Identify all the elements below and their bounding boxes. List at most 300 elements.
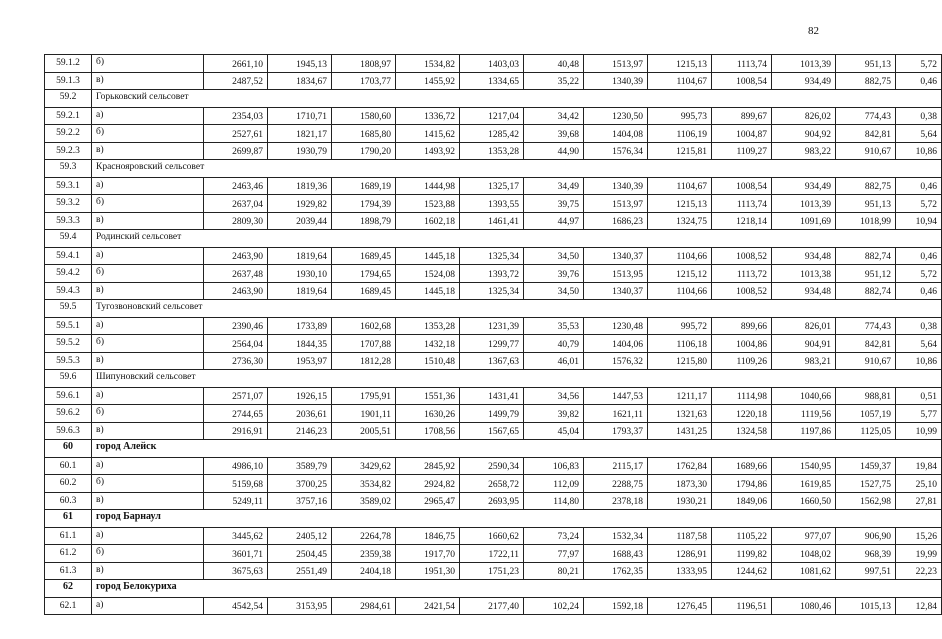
- value-cell: 842,81: [836, 125, 896, 143]
- value-cell: 0,38: [896, 317, 942, 335]
- value-cell: 40,48: [524, 55, 584, 73]
- section-row: [45, 160, 942, 178]
- value-cell: 1403,03: [460, 55, 524, 73]
- value-cell: 5,72: [896, 55, 942, 73]
- section-code: 59.6: [45, 370, 92, 388]
- value-cell: 106,83: [524, 457, 584, 475]
- value-cell: 1285,42: [460, 125, 524, 143]
- value-cell: 1733,89: [268, 317, 332, 335]
- value-cell: 2504,45: [268, 545, 332, 563]
- value-cell: 1415,62: [396, 125, 460, 143]
- value-cell: 10,99: [896, 422, 942, 440]
- value-cell: 1513,95: [584, 265, 648, 283]
- value-cell: 2590,34: [460, 457, 524, 475]
- value-cell: 1794,39: [332, 195, 396, 213]
- value-cell: 0,46: [896, 72, 942, 90]
- value-cell: 1432,18: [396, 335, 460, 353]
- value-cell: 112,09: [524, 475, 584, 493]
- row-variant: б): [92, 335, 204, 353]
- value-cell: 1325,34: [460, 247, 524, 265]
- value-cell: 1873,30: [648, 475, 712, 493]
- value-cell: 44,90: [524, 142, 584, 160]
- value-cell: 3534,82: [332, 475, 396, 493]
- table-row: [45, 352, 942, 370]
- section-code: 59.5: [45, 300, 92, 318]
- value-cell: 1532,34: [584, 527, 648, 545]
- value-cell: 1444,98: [396, 177, 460, 195]
- value-cell: 0,46: [896, 177, 942, 195]
- value-cell: 1688,43: [584, 545, 648, 563]
- row-variant: а): [92, 247, 204, 265]
- value-cell: 1109,27: [712, 142, 772, 160]
- value-cell: 1187,58: [648, 527, 712, 545]
- value-cell: 1008,52: [712, 247, 772, 265]
- table-row: [45, 72, 942, 90]
- row-code: 60.3: [45, 492, 92, 510]
- value-cell: 1104,66: [648, 247, 712, 265]
- value-cell: 1393,72: [460, 265, 524, 283]
- value-cell: 1057,19: [836, 405, 896, 423]
- value-cell: 1459,37: [836, 457, 896, 475]
- value-cell: 1493,92: [396, 142, 460, 160]
- value-cell: 34,50: [524, 247, 584, 265]
- value-cell: 1333,95: [648, 562, 712, 580]
- section-title: город Алейск: [92, 440, 942, 458]
- value-cell: 1510,48: [396, 352, 460, 370]
- value-cell: 1321,63: [648, 405, 712, 423]
- row-variant: б): [92, 265, 204, 283]
- value-cell: 34,56: [524, 387, 584, 405]
- value-cell: 2809,30: [204, 212, 268, 230]
- value-cell: 1846,75: [396, 527, 460, 545]
- value-cell: 1834,67: [268, 72, 332, 90]
- section-title: Краснояровский сельсовет: [92, 160, 942, 178]
- value-cell: 3700,25: [268, 475, 332, 493]
- value-cell: 2463,46: [204, 177, 268, 195]
- value-cell: 1018,99: [836, 212, 896, 230]
- value-cell: 1926,15: [268, 387, 332, 405]
- section-row: [45, 230, 942, 248]
- value-cell: 1812,28: [332, 352, 396, 370]
- value-cell: 2146,23: [268, 422, 332, 440]
- row-variant: в): [92, 72, 204, 90]
- value-cell: 2036,61: [268, 405, 332, 423]
- value-cell: 2924,82: [396, 475, 460, 493]
- value-cell: 4986,10: [204, 457, 268, 475]
- value-cell: 774,43: [836, 107, 896, 125]
- section-row: [45, 510, 942, 528]
- value-cell: 1197,86: [772, 422, 836, 440]
- value-cell: 1930,79: [268, 142, 332, 160]
- value-cell: 2404,18: [332, 562, 396, 580]
- section-row: [45, 580, 942, 598]
- row-variant: б): [92, 125, 204, 143]
- value-cell: 1048,02: [772, 545, 836, 563]
- table-row: [45, 142, 942, 160]
- value-cell: 2405,12: [268, 527, 332, 545]
- value-cell: 1602,18: [396, 212, 460, 230]
- value-cell: 1119,56: [772, 405, 836, 423]
- value-cell: 1334,65: [460, 72, 524, 90]
- value-cell: 44,97: [524, 212, 584, 230]
- value-cell: 1106,19: [648, 125, 712, 143]
- row-variant: в): [92, 142, 204, 160]
- value-cell: 1844,35: [268, 335, 332, 353]
- value-cell: 39,75: [524, 195, 584, 213]
- value-cell: 1849,06: [712, 492, 772, 510]
- value-cell: 1710,71: [268, 107, 332, 125]
- row-code: 59.5.1: [45, 317, 92, 335]
- value-cell: 1445,18: [396, 247, 460, 265]
- value-cell: 2390,46: [204, 317, 268, 335]
- value-cell: 934,49: [772, 177, 836, 195]
- value-cell: 1231,39: [460, 317, 524, 335]
- row-code: 59.6.2: [45, 405, 92, 423]
- section-code: 61: [45, 510, 92, 528]
- row-code: 59.6.3: [45, 422, 92, 440]
- value-cell: 1762,35: [584, 562, 648, 580]
- table-row: [45, 475, 942, 493]
- value-cell: 1105,22: [712, 527, 772, 545]
- section-title: город Белокуриха: [92, 580, 942, 598]
- value-cell: 1499,79: [460, 405, 524, 423]
- value-cell: 5,77: [896, 405, 942, 423]
- value-cell: 1689,66: [712, 457, 772, 475]
- table-row: [45, 422, 942, 440]
- value-cell: 39,68: [524, 125, 584, 143]
- value-cell: 45,04: [524, 422, 584, 440]
- row-code: 59.4.2: [45, 265, 92, 283]
- value-cell: 1106,18: [648, 335, 712, 353]
- value-cell: 3429,62: [332, 457, 396, 475]
- value-cell: 1592,18: [584, 597, 648, 615]
- value-cell: 1660,50: [772, 492, 836, 510]
- value-cell: 1109,26: [712, 352, 772, 370]
- value-cell: 2288,75: [584, 475, 648, 493]
- value-cell: 0,38: [896, 107, 942, 125]
- value-cell: 1708,56: [396, 422, 460, 440]
- value-cell: 1353,28: [460, 142, 524, 160]
- row-code: 59.2.2: [45, 125, 92, 143]
- table-row: [45, 265, 942, 283]
- value-cell: 934,48: [772, 282, 836, 300]
- row-variant: в): [92, 352, 204, 370]
- value-cell: 882,74: [836, 282, 896, 300]
- value-cell: 2845,92: [396, 457, 460, 475]
- value-cell: 2564,04: [204, 335, 268, 353]
- value-cell: 2005,51: [332, 422, 396, 440]
- row-variant: в): [92, 492, 204, 510]
- value-cell: 983,22: [772, 142, 836, 160]
- value-cell: 2463,90: [204, 282, 268, 300]
- row-variant: а): [92, 457, 204, 475]
- value-cell: 1008,54: [712, 177, 772, 195]
- value-cell: 1340,37: [584, 247, 648, 265]
- value-cell: 1524,08: [396, 265, 460, 283]
- value-cell: 34,42: [524, 107, 584, 125]
- value-cell: 0,46: [896, 282, 942, 300]
- value-cell: 19,99: [896, 545, 942, 563]
- section-title: Тугозвоновский сельсовет: [92, 300, 942, 318]
- value-cell: 1215,13: [648, 55, 712, 73]
- value-cell: 910,67: [836, 352, 896, 370]
- value-cell: 1447,53: [584, 387, 648, 405]
- table-row: [45, 317, 942, 335]
- value-cell: 2354,03: [204, 107, 268, 125]
- value-cell: 1551,36: [396, 387, 460, 405]
- value-cell: 1795,91: [332, 387, 396, 405]
- value-cell: 906,90: [836, 527, 896, 545]
- section-code: 60: [45, 440, 92, 458]
- value-cell: 1513,97: [584, 195, 648, 213]
- value-cell: 15,26: [896, 527, 942, 545]
- value-cell: 1215,12: [648, 265, 712, 283]
- value-cell: 2699,87: [204, 142, 268, 160]
- value-cell: 1113,74: [712, 55, 772, 73]
- value-cell: 73,24: [524, 527, 584, 545]
- value-cell: 1196,51: [712, 597, 772, 615]
- value-cell: 10,86: [896, 142, 942, 160]
- value-cell: 882,74: [836, 247, 896, 265]
- value-cell: 2487,52: [204, 72, 268, 90]
- value-cell: 12,84: [896, 597, 942, 615]
- value-cell: 1015,13: [836, 597, 896, 615]
- value-cell: 1762,84: [648, 457, 712, 475]
- value-cell: 2661,10: [204, 55, 268, 73]
- value-cell: 1794,86: [712, 475, 772, 493]
- value-cell: 1513,97: [584, 55, 648, 73]
- row-code: 59.2.1: [45, 107, 92, 125]
- value-cell: 1013,39: [772, 195, 836, 213]
- table-row: [45, 562, 942, 580]
- value-cell: 1819,36: [268, 177, 332, 195]
- value-cell: 5,72: [896, 265, 942, 283]
- table-row: [45, 107, 942, 125]
- value-cell: 1325,17: [460, 177, 524, 195]
- row-variant: а): [92, 317, 204, 335]
- section-code: 59.4: [45, 230, 92, 248]
- row-code: 61.3: [45, 562, 92, 580]
- value-cell: 2527,61: [204, 125, 268, 143]
- row-code: 59.3.1: [45, 177, 92, 195]
- value-cell: 2637,04: [204, 195, 268, 213]
- value-cell: 2637,48: [204, 265, 268, 283]
- value-cell: 995,73: [648, 107, 712, 125]
- value-cell: 983,21: [772, 352, 836, 370]
- value-cell: 1004,87: [712, 125, 772, 143]
- value-cell: 995,72: [648, 317, 712, 335]
- value-cell: 1114,98: [712, 387, 772, 405]
- value-cell: 34,49: [524, 177, 584, 195]
- row-code: 60.1: [45, 457, 92, 475]
- value-cell: 988,81: [836, 387, 896, 405]
- value-cell: 80,21: [524, 562, 584, 580]
- table-row: [45, 387, 942, 405]
- section-row: [45, 370, 942, 388]
- value-cell: 1685,80: [332, 125, 396, 143]
- value-cell: 1689,45: [332, 282, 396, 300]
- value-cell: 5249,11: [204, 492, 268, 510]
- table-row: [45, 457, 942, 475]
- value-cell: 1217,04: [460, 107, 524, 125]
- value-cell: 1461,41: [460, 212, 524, 230]
- value-cell: 0,46: [896, 247, 942, 265]
- value-cell: 1929,82: [268, 195, 332, 213]
- value-cell: 2658,72: [460, 475, 524, 493]
- value-cell: 27,81: [896, 492, 942, 510]
- value-cell: 34,50: [524, 282, 584, 300]
- value-cell: 1689,19: [332, 177, 396, 195]
- value-cell: 2177,40: [460, 597, 524, 615]
- value-cell: 1008,52: [712, 282, 772, 300]
- value-cell: 39,82: [524, 405, 584, 423]
- table-row: [45, 247, 942, 265]
- value-cell: 2693,95: [460, 492, 524, 510]
- section-code: 59.2: [45, 90, 92, 108]
- row-code: 59.3.2: [45, 195, 92, 213]
- value-cell: 1113,74: [712, 195, 772, 213]
- value-cell: 10,94: [896, 212, 942, 230]
- value-cell: 1080,46: [772, 597, 836, 615]
- row-code: 59.5.3: [45, 352, 92, 370]
- value-cell: 22,23: [896, 562, 942, 580]
- value-cell: 826,02: [772, 107, 836, 125]
- value-cell: 102,24: [524, 597, 584, 615]
- value-cell: 3589,02: [332, 492, 396, 510]
- table-row: [45, 125, 942, 143]
- section-title: Родинский сельсовет: [92, 230, 942, 248]
- value-cell: 1230,48: [584, 317, 648, 335]
- value-cell: 934,49: [772, 72, 836, 90]
- row-code: 59.2.3: [45, 142, 92, 160]
- row-code: 59.1.2: [45, 55, 92, 73]
- value-cell: 1722,11: [460, 545, 524, 563]
- value-cell: 1793,37: [584, 422, 648, 440]
- value-cell: 968,39: [836, 545, 896, 563]
- value-cell: 1336,72: [396, 107, 460, 125]
- value-cell: 1367,63: [460, 352, 524, 370]
- value-cell: 1819,64: [268, 282, 332, 300]
- value-cell: 1686,23: [584, 212, 648, 230]
- table-row: [45, 492, 942, 510]
- value-cell: 2984,61: [332, 597, 396, 615]
- value-cell: 904,92: [772, 125, 836, 143]
- row-code: 62.1: [45, 597, 92, 615]
- value-cell: 910,67: [836, 142, 896, 160]
- value-cell: 40,79: [524, 335, 584, 353]
- value-cell: 1340,37: [584, 282, 648, 300]
- value-cell: 1660,62: [460, 527, 524, 545]
- value-cell: 1299,77: [460, 335, 524, 353]
- value-cell: 0,51: [896, 387, 942, 405]
- value-cell: 1953,97: [268, 352, 332, 370]
- row-code: 59.5.2: [45, 335, 92, 353]
- table-row: [45, 335, 942, 353]
- value-cell: 19,84: [896, 457, 942, 475]
- value-cell: 1689,45: [332, 247, 396, 265]
- value-cell: 899,66: [712, 317, 772, 335]
- value-cell: 1751,23: [460, 562, 524, 580]
- value-cell: 1404,06: [584, 335, 648, 353]
- value-cell: 1808,97: [332, 55, 396, 73]
- value-cell: 1340,39: [584, 177, 648, 195]
- value-cell: 1008,54: [712, 72, 772, 90]
- value-cell: 1215,81: [648, 142, 712, 160]
- value-cell: 2115,17: [584, 457, 648, 475]
- value-cell: 3445,62: [204, 527, 268, 545]
- value-cell: 1898,79: [332, 212, 396, 230]
- value-cell: 1353,28: [396, 317, 460, 335]
- row-variant: а): [92, 177, 204, 195]
- value-cell: 1013,38: [772, 265, 836, 283]
- value-cell: 1523,88: [396, 195, 460, 213]
- value-cell: 1104,67: [648, 177, 712, 195]
- value-cell: 39,76: [524, 265, 584, 283]
- value-cell: 1602,68: [332, 317, 396, 335]
- value-cell: 951,13: [836, 195, 896, 213]
- value-cell: 3675,63: [204, 562, 268, 580]
- value-cell: 1567,65: [460, 422, 524, 440]
- table-row: [45, 527, 942, 545]
- table-row: [45, 597, 942, 615]
- value-cell: 1527,75: [836, 475, 896, 493]
- value-cell: 1621,11: [584, 405, 648, 423]
- value-cell: 1244,62: [712, 562, 772, 580]
- value-cell: 3153,95: [268, 597, 332, 615]
- section-title: Горьковский сельсовет: [92, 90, 942, 108]
- row-variant: б): [92, 475, 204, 493]
- row-code: 59.1.3: [45, 72, 92, 90]
- value-cell: 4542,54: [204, 597, 268, 615]
- value-cell: 1619,85: [772, 475, 836, 493]
- value-cell: 1013,39: [772, 55, 836, 73]
- row-variant: б): [92, 405, 204, 423]
- value-cell: 1286,91: [648, 545, 712, 563]
- table-row: [45, 195, 942, 213]
- value-cell: 10,86: [896, 352, 942, 370]
- value-cell: 5,72: [896, 195, 942, 213]
- value-cell: 77,97: [524, 545, 584, 563]
- section-title: город Барнаул: [92, 510, 942, 528]
- value-cell: 1540,95: [772, 457, 836, 475]
- value-cell: 1215,13: [648, 195, 712, 213]
- row-code: 59.6.1: [45, 387, 92, 405]
- table-row: [45, 282, 942, 300]
- value-cell: 2916,91: [204, 422, 268, 440]
- value-cell: 3601,71: [204, 545, 268, 563]
- table-row: [45, 212, 942, 230]
- value-cell: 2378,18: [584, 492, 648, 510]
- row-variant: в): [92, 212, 204, 230]
- row-code: 59.3.3: [45, 212, 92, 230]
- value-cell: 2551,49: [268, 562, 332, 580]
- value-cell: 2039,44: [268, 212, 332, 230]
- value-cell: 1580,60: [332, 107, 396, 125]
- value-cell: 5159,68: [204, 475, 268, 493]
- value-cell: 2421,54: [396, 597, 460, 615]
- value-cell: 1819,64: [268, 247, 332, 265]
- value-cell: 2965,47: [396, 492, 460, 510]
- value-cell: 1576,34: [584, 142, 648, 160]
- row-code: 59.4.1: [45, 247, 92, 265]
- value-cell: 2463,90: [204, 247, 268, 265]
- value-cell: 1576,32: [584, 352, 648, 370]
- table-row: [45, 545, 942, 563]
- value-cell: 842,81: [836, 335, 896, 353]
- value-cell: 2571,07: [204, 387, 268, 405]
- value-cell: 1220,18: [712, 405, 772, 423]
- value-cell: 1104,66: [648, 282, 712, 300]
